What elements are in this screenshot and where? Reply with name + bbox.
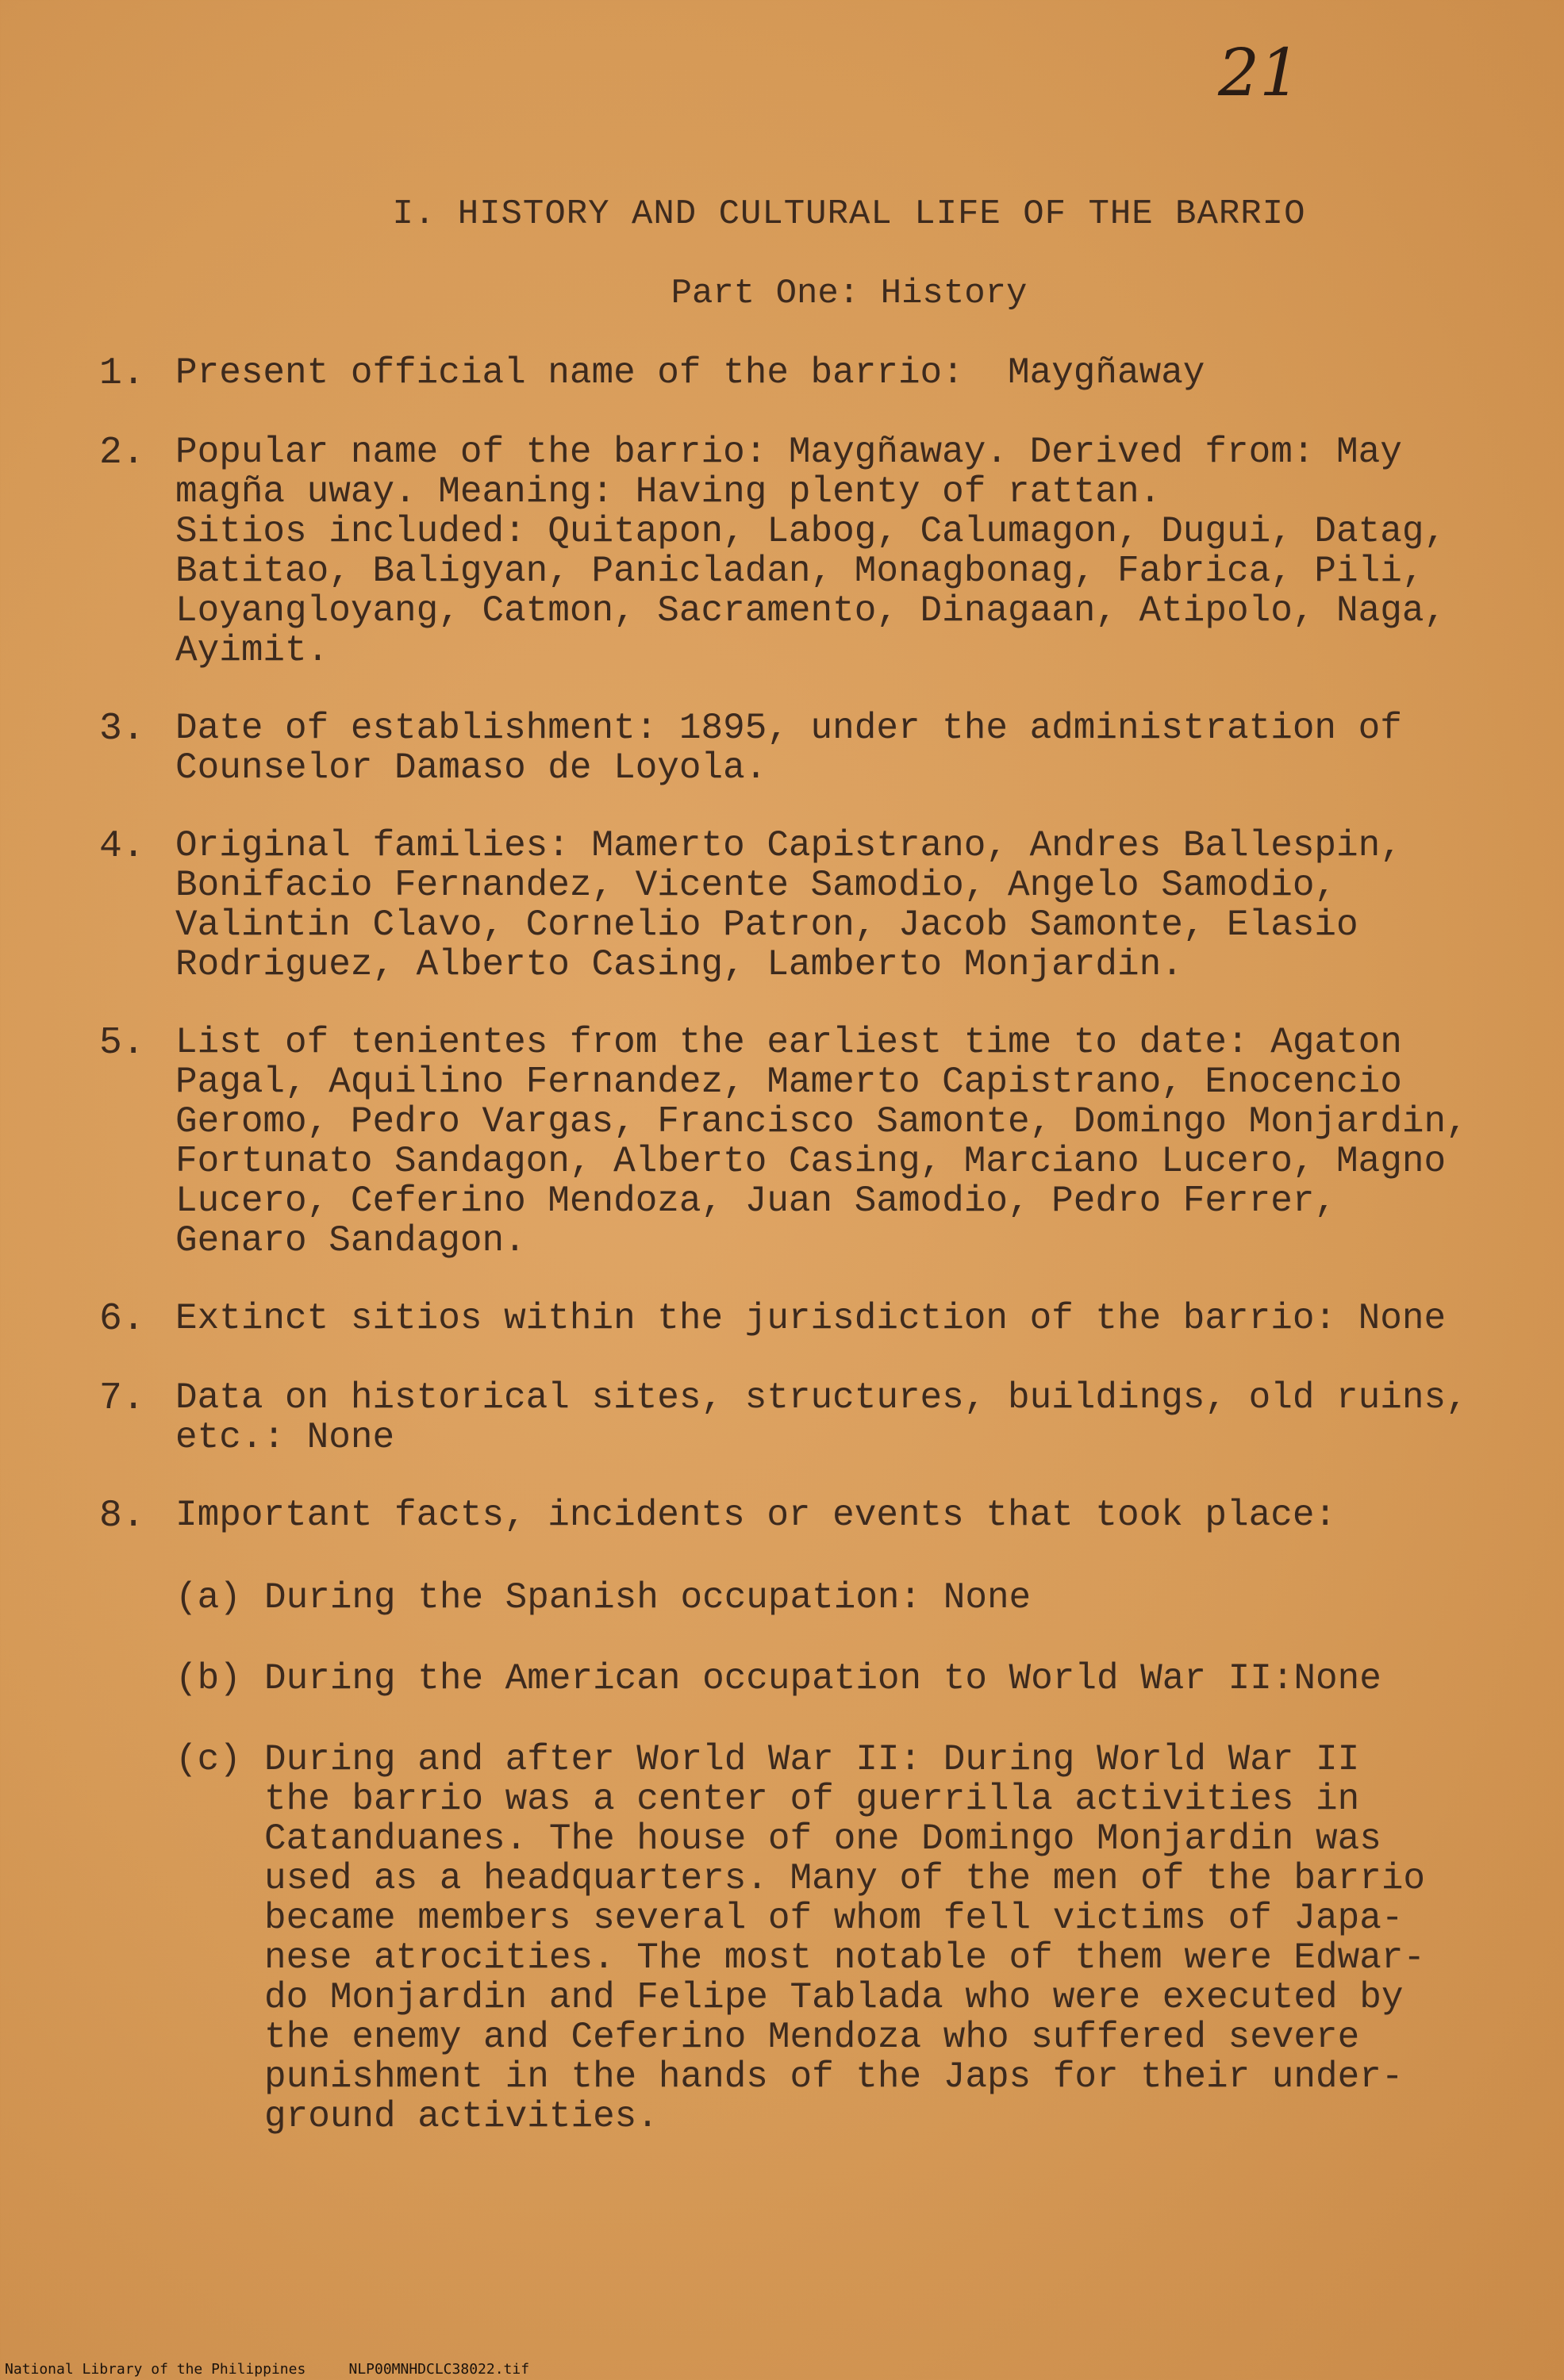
document-body — [99, 353, 1527, 2136]
item-2 — [99, 432, 1527, 670]
item-8 — [99, 1495, 1527, 1537]
text-line: ground activities. — [264, 2096, 659, 2137]
item-3 — [99, 708, 1527, 788]
item-text — [175, 1378, 1527, 1457]
text-line: Counselor Damaso de Loyola. — [175, 747, 767, 789]
subitem-label: (b) — [175, 1658, 241, 1699]
text-line: Extinct sitios within the jurisdiction of the barrio: None — [175, 1298, 1447, 1339]
text-line: Fortunato Sandagon, Alberto Casing, Marciano Lucero, Magno — [175, 1141, 1447, 1182]
item-7 — [99, 1378, 1527, 1457]
text-line: used as a headquarters. Many of the men of the barrio — [264, 1858, 1426, 1899]
text-line: Pagal, Aquilino Fernandez, Mamerto Capistrano, Enocencio — [175, 1061, 1402, 1103]
item-text — [175, 432, 1527, 670]
title-block — [0, 194, 1564, 313]
text-line: Important facts, incidents or events that took place: — [175, 1495, 1337, 1536]
text-line: punishment in the hands of the Japs for their under- — [264, 2056, 1404, 2098]
item-1 — [99, 353, 1527, 394]
subitem-label: (a) — [175, 1577, 241, 1618]
text-line: During the Spanish occupation: None — [264, 1577, 1032, 1618]
text-line: Date of establishment: 1895, under the administration of — [175, 708, 1402, 749]
text-line: became members several of whom fell victims of Japa- — [264, 1898, 1404, 1939]
text-line: Popular name of the barrio: Maygñaway. Derived from: May — [175, 432, 1402, 473]
document-subtitle: Part One: History — [671, 274, 1028, 313]
subitem-c — [175, 1740, 1527, 2136]
text-line: the enemy and Ceferino Mendoza who suffered severe — [264, 2017, 1360, 2058]
subitem-text — [264, 1740, 1527, 2136]
text-line: nese atrocities. The most notable of them were Edwar- — [264, 1937, 1426, 1979]
text-line: Lucero, Ceferino Mendoza, Juan Samodio, Pedro Ferrer, — [175, 1180, 1337, 1222]
text-line: During and after World War II: During World War II — [264, 1739, 1360, 1780]
item-text — [175, 1495, 1527, 1537]
text-line: Rodriguez, Alberto Casing, Lamberto Monjardin. — [175, 944, 1183, 985]
text-line: During the American occupation to World War II:None — [264, 1658, 1381, 1699]
text-line: Sitios included: Quitapon, Labog, Calumagon, Dugui, Datag, — [175, 511, 1447, 552]
text-line: Geromo, Pedro Vargas, Francisco Samonte, Domingo Monjardin, — [175, 1101, 1468, 1142]
document-title: I. HISTORY AND CULTURAL LIFE OF THE BARRIO — [392, 194, 1306, 234]
page-number: 21 — [1218, 36, 1301, 111]
text-line: Present official name of the barrio: Maygñaway — [175, 352, 1205, 393]
text-line: Loyangloyang, Catmon, Sacramento, Dinagaan, Atipolo, Naga, — [175, 590, 1447, 631]
item-text — [175, 1023, 1527, 1261]
item-text — [175, 1299, 1527, 1340]
subitem-text — [264, 1578, 1527, 1618]
text-line: Data on historical sites, structures, buildings, old ruins, — [175, 1377, 1468, 1418]
item-number: 2. — [99, 432, 145, 474]
text-line: Batitao, Baligyan, Panicladan, Monagbonag, Fabrica, Pili, — [175, 551, 1424, 592]
item-number: 5. — [99, 1022, 145, 1065]
text-line: do Monjardin and Felipe Tablada who were executed by — [264, 1977, 1404, 2018]
item-number: 3. — [99, 708, 145, 750]
text-line: the barrio was a center of guerrilla activities in — [264, 1779, 1360, 1820]
text-line: etc.: None — [175, 1417, 395, 1458]
subitem-a — [175, 1578, 1527, 1618]
archive-footer: National Library of the Philippines NLP00MNHDCLC38022.tif — [5, 2361, 530, 2378]
text-line: magña uway. Meaning: Having plenty of rattan. — [175, 471, 1162, 512]
item-text — [175, 708, 1527, 788]
item-number: 4. — [99, 825, 145, 868]
item-number: 1. — [99, 352, 145, 395]
text-line: Valintin Clavo, Cornelio Patron, Jacob Samonte, Elasio — [175, 904, 1358, 946]
text-line: Genaro Sandagon. — [175, 1220, 526, 1261]
subitem-label: (c) — [175, 1739, 241, 1780]
item-6 — [99, 1299, 1527, 1340]
text-line: Original families: Mamerto Capistrano, Andres Ballespin, — [175, 825, 1402, 866]
text-line: Catanduanes. The house of one Domingo Monjardin was — [264, 1818, 1381, 1860]
item-text — [175, 826, 1527, 985]
item-number: 6. — [99, 1298, 145, 1341]
item-number: 7. — [99, 1377, 145, 1420]
text-line: List of tenientes from the earliest time to date: Agaton — [175, 1022, 1402, 1063]
text-line: Ayimit. — [175, 630, 329, 671]
item-number: 8. — [99, 1495, 145, 1537]
subitem-text — [264, 1659, 1527, 1699]
item-text — [175, 353, 1527, 394]
item-4 — [99, 826, 1527, 985]
text-line: Bonifacio Fernandez, Vicente Samodio, Angelo Samodio, — [175, 865, 1337, 906]
subitem-b — [175, 1659, 1527, 1699]
item-5 — [99, 1023, 1527, 1261]
